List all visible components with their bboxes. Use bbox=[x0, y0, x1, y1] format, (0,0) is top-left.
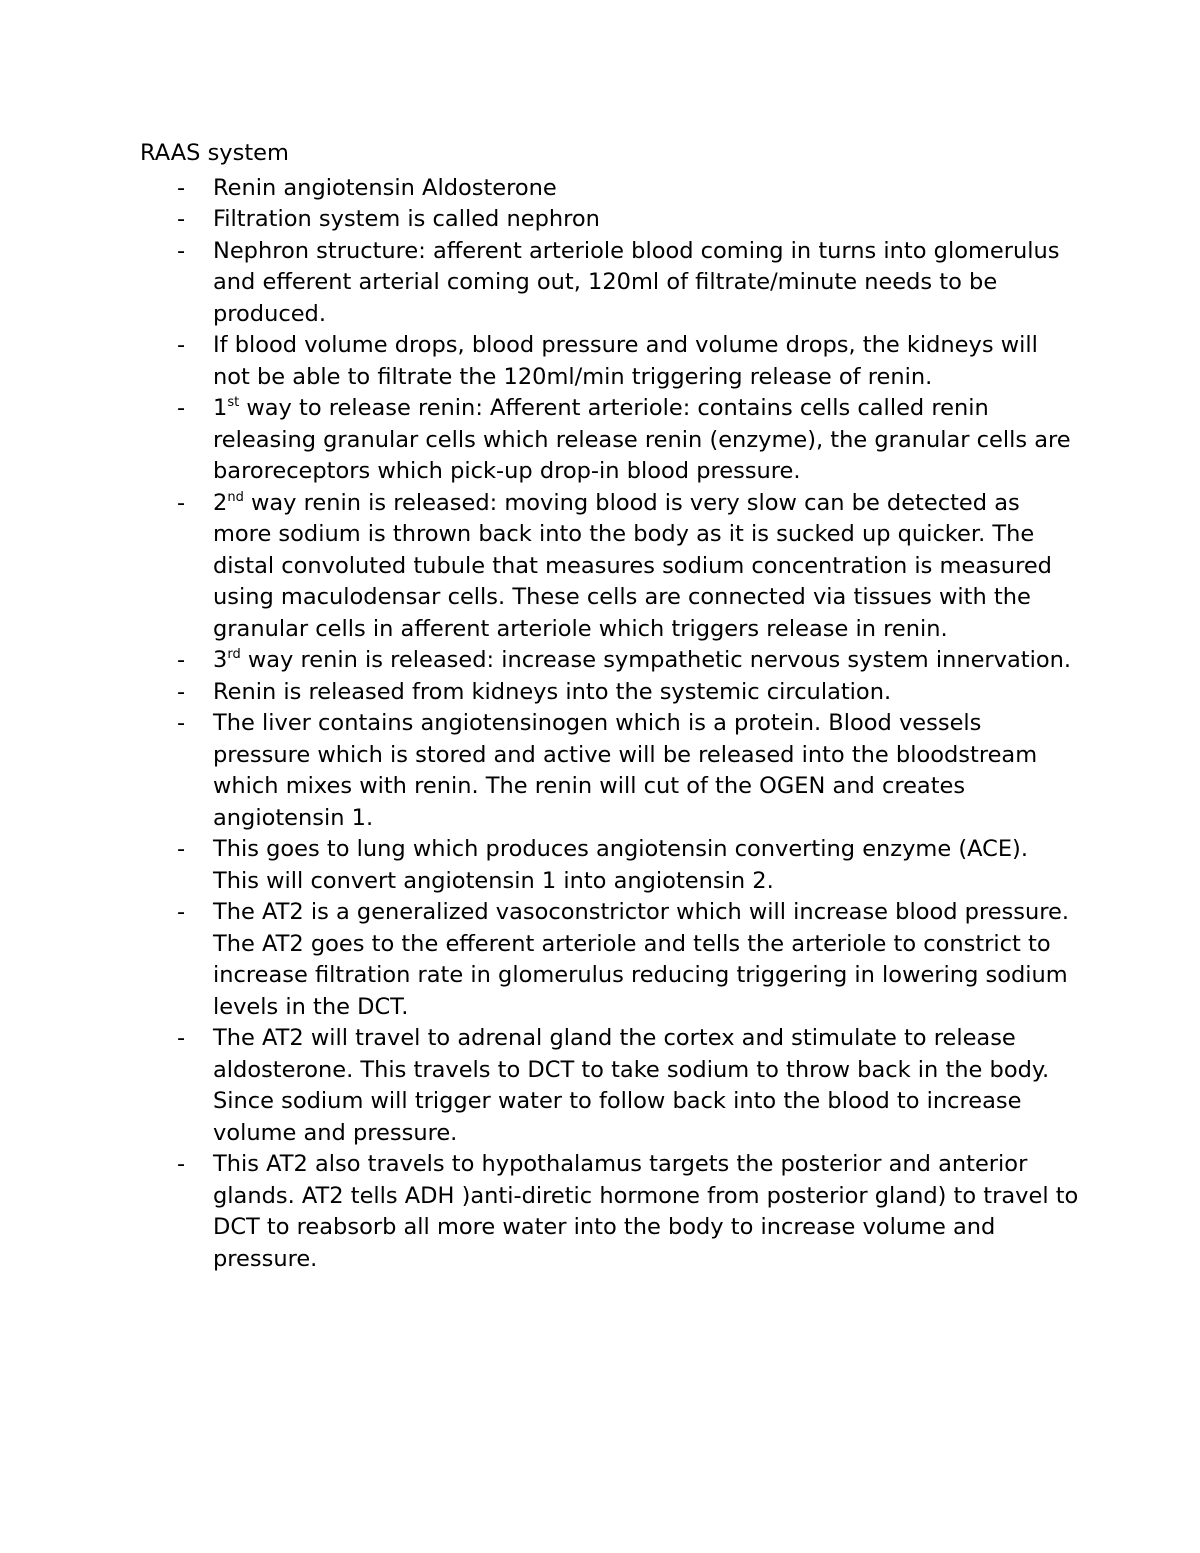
list-item-text: The liver contains angiotensinogen which is a protein. Blood vessels pressure which is stored and active will be released into the bloodstream which mixes with renin. The renin will cut of the OGEN and creates angiotensin 1. bbox=[213, 710, 1038, 831]
bullet-dash: - bbox=[177, 1025, 186, 1051]
list-item bbox=[140, 330, 1080, 393]
list-item bbox=[140, 204, 1080, 236]
list-item bbox=[140, 1149, 1080, 1275]
list-item-text: This goes to lung which produces angiotensin converting enzyme (ACE). This will convert angiotensin 1 into angiotensin 2. bbox=[213, 836, 1028, 894]
bullet-dash: - bbox=[177, 395, 186, 421]
bullet-dash: - bbox=[177, 206, 186, 232]
document-title: RAAS system bbox=[140, 140, 289, 166]
list-item bbox=[140, 236, 1080, 331]
bullet-dash: - bbox=[177, 647, 186, 673]
list-item-text: The AT2 will travel to adrenal gland the cortex and stimulate to release aldosterone. This travels to DCT to take sodium to throw back in the body. Since sodium will trigger water to follow back into the blood to increase volume and pressure. bbox=[213, 1025, 1050, 1146]
bullet-dash: - bbox=[177, 174, 186, 201]
list-item-ordinal: 1 bbox=[213, 395, 228, 421]
list-item-text: Filtration system is called nephron bbox=[213, 206, 600, 232]
list-item bbox=[140, 393, 1080, 488]
list-item bbox=[140, 173, 1080, 205]
list-item-text: way renin is released: moving blood is very slow can be detected as more sodium is thrown back into the body as it is sucked up quicker. The distal convoluted tubule that measures sodium concentration is measured using maculodensar cells. These cells are connected via tissues with the granular cells in afferent arteriole which triggers release in renin. bbox=[213, 489, 1052, 642]
list-item-text: The AT2 is a generalized vasoconstrictor which will increase blood pressure. The AT2 goes to the efferent arteriole and tells the arteriole to constrict to increase filtration rate in glomerulus reducing triggering in lowering sodium levels in the DCT. bbox=[213, 899, 1069, 1020]
list-item-text: Nephron structure: afferent arteriole blood coming in turns into glomerulus and efferent arterial coming out, 120ml of filtrate/minute needs to be produced. bbox=[213, 237, 1060, 327]
list-item bbox=[140, 677, 1080, 709]
list-item bbox=[140, 488, 1080, 646]
list-item-text: If blood volume drops, blood pressure and volume drops, the kidneys will not be able to filtrate the 120ml/min triggering release of renin. bbox=[213, 332, 1038, 390]
bullet-dash: - bbox=[177, 899, 186, 925]
list-item-text: way to release renin: Afferent arteriole: contains cells called renin releasing granular cells which release renin (enzyme), the granular cells are baroreceptors which pick-up drop-in blood pressure. bbox=[213, 395, 1071, 484]
ordinal-suffix: rd bbox=[227, 647, 241, 662]
bullet-dash: - bbox=[177, 237, 186, 264]
bullet-dash: - bbox=[177, 1151, 186, 1177]
bullet-dash: - bbox=[177, 489, 186, 516]
list-item bbox=[140, 834, 1080, 897]
list-item bbox=[140, 1023, 1080, 1149]
list-item bbox=[140, 897, 1080, 1023]
list-item-text: Renin angiotensin Aldosterone bbox=[213, 174, 557, 201]
list-item bbox=[140, 645, 1080, 677]
list-item-ordinal: 2 bbox=[213, 489, 228, 516]
bullet-list bbox=[140, 173, 1080, 1276]
bullet-dash: - bbox=[177, 332, 186, 358]
list-item-text: way renin is released: increase sympathetic nervous system innervation. bbox=[240, 647, 1072, 673]
document-body bbox=[140, 138, 1080, 1275]
list-item bbox=[140, 708, 1080, 834]
bullet-dash: - bbox=[177, 710, 186, 736]
list-item-text: Renin is released from kidneys into the systemic circulation. bbox=[213, 678, 892, 705]
ordinal-suffix: nd bbox=[227, 489, 244, 505]
ordinal-suffix: st bbox=[227, 395, 240, 410]
bullet-dash: - bbox=[177, 678, 186, 705]
list-item-text: This AT2 also travels to hypothalamus targets the posterior and anterior glands. AT2 tells ADH )anti-diretic hormone from posterior gland) to travel to DCT to reabsorb all more water into the body to increase volume and pressure. bbox=[213, 1151, 1079, 1272]
bullet-dash: - bbox=[177, 836, 186, 862]
list-item-ordinal: 3 bbox=[213, 647, 228, 673]
